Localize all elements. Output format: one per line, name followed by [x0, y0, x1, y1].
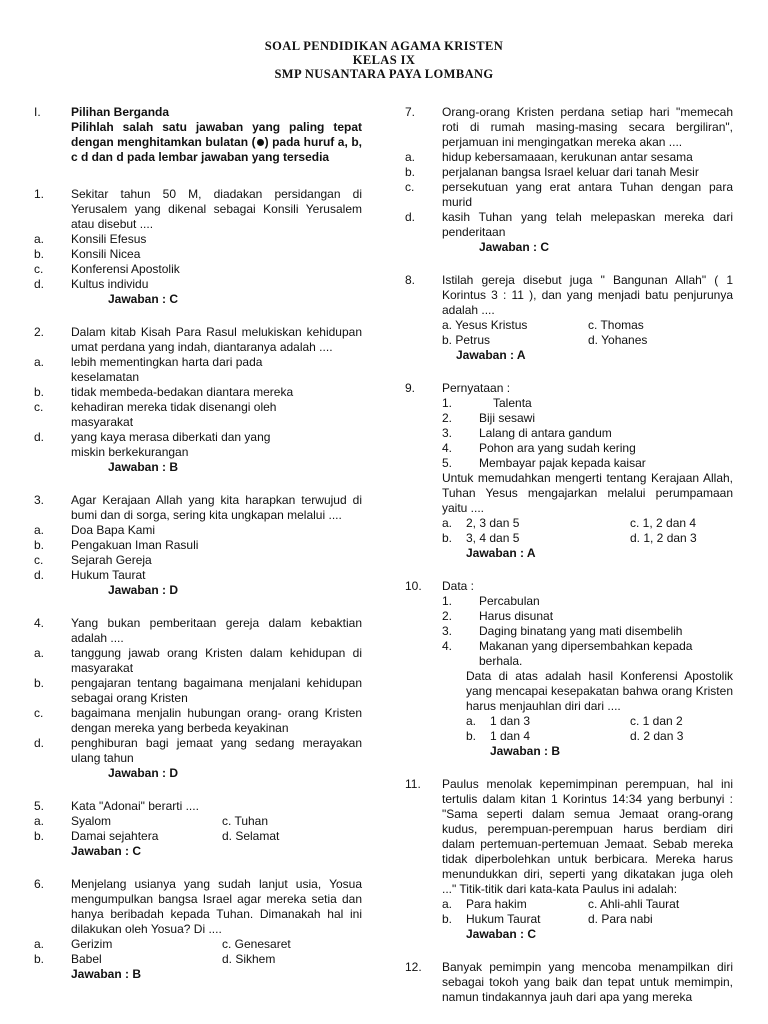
question-number: 2. — [34, 325, 45, 339]
header-school: SMP NUSANTARA PAYA LOMBANG — [274, 67, 494, 81]
statement-item: 3. Lalang di antara gandum — [442, 426, 612, 440]
data-item: 3. Daging binatang yang mati disembelih — [442, 624, 683, 638]
option-c: c. Konferensi Apostolik — [34, 262, 180, 276]
answer-key: Jawaban : A — [466, 546, 536, 560]
question-text: Istilah gereja disebut juga " Bangunan Allah" ( 1 Korintus 3 : 11 ), dan yang menjadi batu penjurunya adalah .... — [442, 273, 733, 317]
option-d: d. penghiburan bagi jemaat yang sedang merayakan ulang tahun — [34, 736, 362, 765]
question-number: 12. — [405, 960, 422, 974]
option-c: c. Genesaret — [222, 937, 291, 951]
question-text-continued: Untuk memudahkan mengerti tentang Kerajaan Allah, Tuhan Yesus mengajarkan melalui perumpamaan yaitu .... — [442, 471, 733, 515]
question-7 — [405, 105, 733, 255]
option-a: a. Doa Bapa Kami — [34, 523, 156, 537]
option-a: a. Gerizim — [34, 937, 113, 951]
left-column — [34, 105, 362, 1000]
statement-item: 4. Pohon ara yang sudah kering — [442, 441, 636, 455]
answer-key: Jawaban : C — [108, 292, 179, 306]
header-title: SOAL PENDIDIKAN AGAMA KRISTEN — [264, 39, 504, 53]
option-d: d. Kultus individu — [34, 277, 149, 291]
question-5 — [34, 799, 362, 859]
question-number: 3. — [34, 493, 45, 507]
option-b: b. Petrus — [442, 333, 491, 347]
question-6 — [34, 877, 362, 982]
answer-key: Jawaban : D — [108, 766, 179, 780]
option-b: b. Pengakuan Iman Rasuli — [34, 538, 199, 552]
option-d: d. 1, 2 dan 3 — [630, 531, 697, 545]
question-10: 10. Data : 1. Percabulan 2. Harus disunat 3. Daging binatang yang mati disembelih 4. Makanan yang dipersembahkan kepada berhala. Data di atas adalah hasil Konferensi Apostolik yang mencapai kesepakatan bahwa orang Kristen harus menjauhlan diri dari .... a. 1 dan 3 c. 1 dan 2 b. 1 dan 4 d. 2 dan 3 Jawaban : B — [405, 579, 733, 759]
option-a: a. Konsili Efesus — [34, 232, 147, 246]
section-title: Pilihan Berganda — [71, 105, 170, 119]
option-d: d. Para nabi — [588, 912, 653, 926]
option-b: b. pengajaran tentang bagaimana menjalani kehidupan sebagai orang Kristen — [34, 676, 362, 705]
section-number: I. — [34, 105, 41, 119]
answer-key: Jawaban : B — [108, 460, 179, 474]
answer-key: Jawaban : C — [479, 240, 550, 254]
filled-circle-icon — [257, 139, 264, 146]
option-a: 1 dan 3 — [490, 714, 531, 728]
option-c: c. kehadiran mereka tidak disenangi oleh masyarakat — [34, 400, 277, 429]
option-b: 3, 4 dan 5 — [466, 531, 520, 545]
header-class: KELAS IX — [352, 53, 416, 67]
option-c: c. Ahli-ahli Taurat — [588, 897, 680, 911]
question-text: Pernyataan : — [442, 381, 511, 395]
data-item: 1. Percabulan — [442, 594, 540, 608]
question-2 — [34, 325, 362, 475]
question-text: Menjelang usianya yang sudah lanjut usia, Yosua mengumpulkan bangsa Israel agar mereka setia dan hanya beribadah kepada Tuhan. Dimanakah hal ini dilakukan oleh Yosua? Di .... — [71, 877, 362, 936]
question-number: 4. — [34, 616, 45, 630]
question-3 — [34, 493, 362, 598]
statement-item: 2. Biji sesawi — [442, 411, 536, 425]
option-b: b. perjalanan bangsa Israel keluar dari tanah Mesir — [405, 165, 699, 179]
option-d: d. Sikhem — [222, 952, 276, 966]
statement-item: 5. Membayar pajak kepada kaisar — [442, 456, 646, 470]
answer-key: Jawaban : B — [71, 967, 142, 981]
option-d: d. kasih Tuhan yang telah melepaskan mereka dari penderitaan — [405, 210, 733, 239]
question-text: Data : — [442, 579, 475, 593]
option-c: c. 1, 2 dan 4 — [630, 516, 697, 530]
question-text: Kata "Adonai" berarti .... — [71, 799, 199, 813]
question-number: 5. — [34, 799, 45, 813]
option-b: 1 dan 4 — [490, 729, 531, 743]
option-c: c. Tuhan — [222, 814, 269, 828]
option-c: c. Thomas — [588, 318, 644, 332]
answer-key: Jawaban : A — [456, 348, 526, 362]
question-text-continued: Data di atas adalah hasil Konferensi Apostolik yang mencapai kesepakatan bahwa orang Kristen harus menjauhlan diri dari .... — [466, 669, 733, 713]
answer-key: Jawaban : C — [71, 844, 142, 858]
question-number: 11. — [405, 777, 421, 791]
option-b: b. tidak membeda-bedakan diantara mereka — [34, 385, 294, 399]
option-a: a. lebih mementingkan harta dari pada keselamatan — [34, 355, 263, 384]
data-item: 2. Harus disunat — [442, 609, 554, 623]
option-c: c. bagaimana menjalin hubungan orang- orang Kristen dengan mereka yang berbeda keyakinan — [34, 706, 362, 735]
question-number: 7. — [405, 105, 416, 119]
option-d: d. yang kaya merasa diberkati dan yang miskin berkekurangan — [34, 430, 271, 459]
option-d: d. Hukum Taurat — [34, 568, 146, 582]
option-a: 2, 3 dan 5 — [466, 516, 520, 530]
question-text: Yang bukan pemberitaan gereja dalam kebaktian adalah .... — [71, 616, 362, 645]
section-instructions — [34, 105, 362, 165]
answer-key: Jawaban : B — [490, 744, 561, 758]
option-a: Para hakim — [466, 897, 527, 911]
question-text: Banyak pemimpin yang mencoba menampilkan diri sebagai tokoh yang baik dan tepat untuk memimpin, namun tindakannya jauh dari apa yang mereka — [442, 960, 733, 1004]
right-column — [405, 105, 733, 1023]
option-c: c. 1 dan 2 — [630, 714, 683, 728]
question-number: 1. — [34, 187, 45, 201]
option-a: a. Syalom — [34, 814, 112, 828]
question-text: Sekitar tahun 50 M, diadakan persidangan di Yerusalem yang dikenal sebagai Konsili Yerusalem atau disebut .... — [71, 187, 362, 231]
option-c: c. persekutuan yang erat antara Tuhan dengan para murid — [405, 180, 733, 209]
question-11: 11. Paulus menolak kepemimpinan perempuan, hal ini tertulis dalam kitan 1 Korintus 14:34 yang berbunyi : "Sama seperti dalam semua Jemaat orang-orang kudus, perempuan-perempuan harus berdiam diri dalam pertemuan-pertemuan Jemaat. Sebab mereka tidak diperbolehkan untuk berbicara. Mereka harus menundukkan diri, seperti yang dikatakan juga oleh ..." Titik-titik dari kata-kata Paulus ini adalah: a. Para hakim c. Ahli-ahli Taurat b. Hukum Taurat d. Para nabi Jawaban : C — [405, 777, 733, 942]
question-number: 10. — [405, 579, 422, 593]
document-header — [0, 39, 768, 81]
data-item: 4. Makanan yang dipersembahkan kepada berhala. — [442, 639, 693, 668]
question-text: Agar Kerajaan Allah yang kita harapkan terwujud di bumi dan di sorga, sering kita ungkapan melalui .... — [71, 493, 362, 522]
question-1 — [34, 187, 362, 307]
question-9: 9. Pernyataan : 1. Talenta 2. Biji sesawi 3. Lalang di antara gandum 4. Pohon ara yang sudah kering 5. Membayar pajak kepada kaisar Untuk memudahkan mengerti tentang Kerajaan Allah, Tuhan Yesus mengajarkan melalui perumpamaan yaitu .... a. 2, 3 dan 5 c. 1, 2 dan 4 b. 3, 4 dan 5 d. 1, 2 dan 3 Jawaban : A — [405, 381, 733, 561]
question-number: 9. — [405, 381, 416, 395]
option-b: Hukum Taurat — [466, 912, 541, 926]
option-d: d. 2 dan 3 — [630, 729, 684, 743]
answer-key: Jawaban : C — [466, 927, 537, 941]
question-number: 6. — [34, 877, 45, 891]
section-instruction-text: Pilihlah salah satu jawaban yang paling tepat dengan menghitamkan bulatan ( ) pada huruf a, b, c d dan d pada lembar jawaban yang tersedia — [71, 120, 362, 164]
answer-key: Jawaban : D — [108, 583, 179, 597]
statement-item: 1. Talenta — [442, 396, 532, 410]
option-b: b. Babel — [34, 952, 102, 966]
question-8 — [405, 273, 733, 363]
question-4 — [34, 616, 362, 781]
question-text: Orang-orang Kristen perdana setiap hari "memecah roti di rumah masing-masing secara bergiliran", perjamuan ini mengingatkan mereka akan .... — [442, 105, 733, 149]
question-text: Dalam kitab Kisah Para Rasul melukiskan kehidupan umat perdana yang indah, diantaranya adalah .... — [71, 325, 362, 354]
option-a: a. tanggung jawab orang Kristen dalam kehidupan di masyarakat — [34, 646, 362, 675]
option-a: a. hidup kebersamaaan, kerukunan antar sesama — [405, 150, 693, 164]
question-12 — [405, 960, 733, 1005]
option-b: b. Damai sejahtera — [34, 829, 159, 843]
option-d: d. Yohanes — [588, 333, 648, 347]
question-number: 8. — [405, 273, 416, 287]
option-a: a. Yesus Kristus — [442, 318, 528, 332]
option-d: d. Selamat — [222, 829, 280, 843]
option-c: c. Sejarah Gereja — [34, 553, 152, 567]
question-text: Paulus menolak kepemimpinan perempuan, hal ini tertulis dalam kitan 1 Korintus 14:34 yang berbunyi : "Sama seperti dalam semua Jemaat orang-orang kudus, perempuan-perempuan harus berdiam diri dalam pertemuan-pertemuan Jemaat. Sebab mereka tidak diperbolehkan untuk berbicara. Mereka harus menundukkan diri, seperti yang dikatakan juga oleh ..." Titik-titik dari kata-kata Paulus ini adalah: — [442, 777, 733, 896]
option-b: b. Konsili Nicea — [34, 247, 141, 261]
